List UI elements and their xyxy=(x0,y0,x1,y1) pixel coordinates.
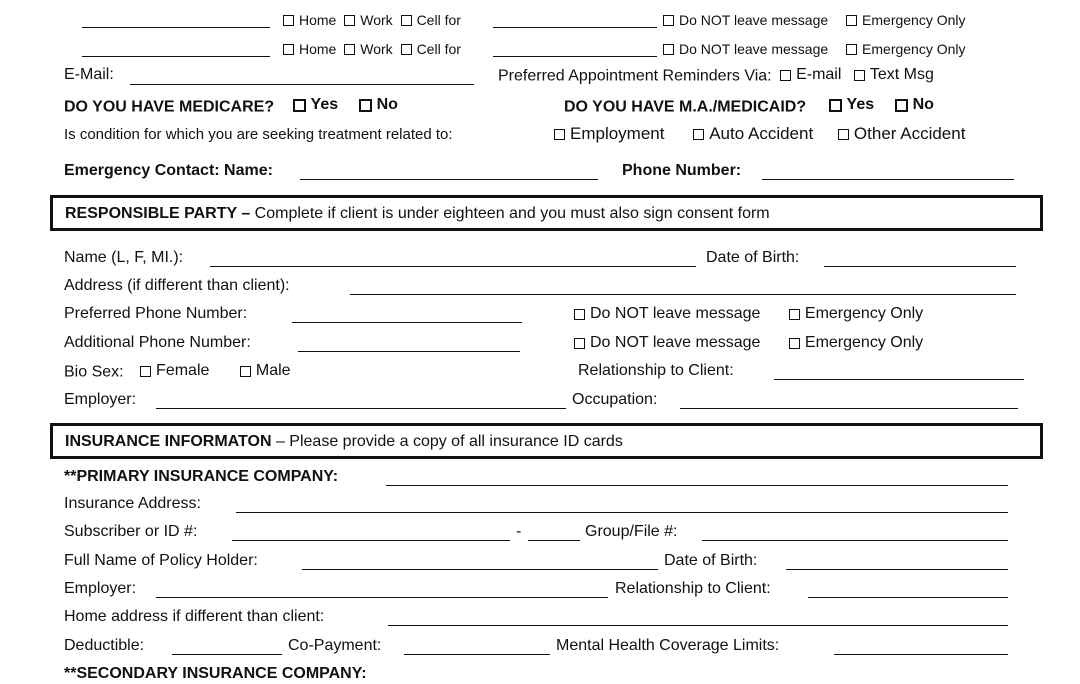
policy-holder-label: Full Name of Policy Holder: xyxy=(64,552,258,569)
subscriber-id-suffix-field[interactable] xyxy=(528,540,580,541)
employment-checkbox[interactable]: Employment xyxy=(554,124,664,144)
rp-emergency-checkbox-2[interactable]: Emergency Only xyxy=(765,333,923,353)
secondary-insurance-label: **SECONDARY INSURANCE COMPANY: xyxy=(64,665,367,682)
reminder-email-checkbox[interactable]: E-mail xyxy=(776,65,841,85)
emergency-contact-name-label: Emergency Contact: Name: xyxy=(64,162,273,179)
rp-female-checkbox[interactable]: Female xyxy=(128,361,209,381)
medicare-no-checkbox[interactable]: No xyxy=(343,95,398,115)
cell-checkbox-2[interactable]: Cell for xyxy=(397,39,461,59)
policy-holder-dob-field[interactable] xyxy=(786,569,1008,570)
rp-name-label: Name (L, F, MI.): xyxy=(64,249,184,266)
rp-employer-label: Employer: xyxy=(64,391,137,408)
coverage-limits-label: Mental Health Coverage Limits: xyxy=(556,637,780,654)
coverage-limits-field[interactable] xyxy=(834,654,1008,655)
insurance-relationship-field[interactable] xyxy=(808,597,1008,598)
home-checkbox-2[interactable]: Home xyxy=(283,39,336,59)
emergency-contact-name-field[interactable] xyxy=(300,179,598,180)
insurance-header xyxy=(50,423,1043,459)
cell-for-field-2[interactable] xyxy=(493,56,657,57)
reminder-text-checkbox[interactable]: Text Msg xyxy=(846,65,934,85)
condition-label: Is condition for which you are seeking treatment related to: xyxy=(64,126,453,143)
cell-checkbox-1[interactable]: Cell for xyxy=(397,10,461,30)
insurance-address-field[interactable] xyxy=(236,512,1008,513)
deductible-field[interactable] xyxy=(172,654,282,655)
other-accident-checkbox[interactable]: Other Accident xyxy=(818,124,966,144)
rp-emergency-checkbox-1[interactable]: Emergency Only xyxy=(765,304,923,324)
copay-field[interactable] xyxy=(404,654,550,655)
insurance-employer-label: Employer: xyxy=(64,580,137,597)
reminders-label: Preferred Appointment Reminders Via: xyxy=(498,67,772,85)
work-checkbox-1[interactable]: Work xyxy=(340,10,392,30)
insurance-subtitle: – Please provide a copy of all insurance ID cards xyxy=(271,433,623,450)
medicare-yes-checkbox[interactable]: Yes xyxy=(279,95,339,115)
rp-preferred-phone-label: Preferred Phone Number: xyxy=(64,305,248,322)
cell-for-field-1[interactable] xyxy=(493,27,657,28)
auto-accident-checkbox[interactable]: Auto Accident xyxy=(669,124,813,144)
deductible-label: Deductible: xyxy=(64,637,145,654)
rp-additional-phone-label: Additional Phone Number: xyxy=(64,334,251,351)
rp-relationship-field[interactable] xyxy=(774,379,1024,380)
emergency-checkbox-2[interactable]: Emergency Only xyxy=(832,39,965,59)
home-checkbox-1[interactable]: Home xyxy=(283,10,336,30)
rp-male-checkbox[interactable]: Male xyxy=(214,361,291,381)
responsible-party-header xyxy=(50,195,1043,231)
rp-address-field[interactable] xyxy=(350,294,1016,295)
insurance-title: INSURANCE INFORMATON xyxy=(65,433,272,450)
email-field[interactable] xyxy=(130,84,474,85)
email-label: E-Mail: xyxy=(64,66,114,83)
rp-bio-sex-label: Bio Sex: xyxy=(64,363,124,381)
rp-occupation-label: Occupation: xyxy=(572,391,658,408)
policy-holder-dob-label: Date of Birth: xyxy=(664,552,758,569)
medicaid-question: DO YOU HAVE M.A./MEDICAID? xyxy=(564,98,807,116)
phone-field-1[interactable] xyxy=(82,27,270,28)
insurance-address-label: Insurance Address: xyxy=(64,495,201,512)
subscriber-id-label: Subscriber or ID #: xyxy=(64,523,198,540)
work-checkbox-2[interactable]: Work xyxy=(340,39,392,59)
insurance-employer-field[interactable] xyxy=(156,597,608,598)
rp-name-field[interactable] xyxy=(210,266,696,267)
medicaid-yes-checkbox[interactable]: Yes xyxy=(811,95,875,115)
rp-dnl-checkbox-1[interactable]: Do NOT leave message xyxy=(574,304,760,324)
responsible-party-subtitle: Complete if client is under eighteen and you must also sign consent form xyxy=(250,205,770,222)
insurance-relationship-label: Relationship to Client: xyxy=(615,580,771,597)
primary-insurance-field[interactable] xyxy=(386,485,1008,486)
emergency-checkbox-1[interactable]: Emergency Only xyxy=(832,10,965,30)
phone-field-2[interactable] xyxy=(82,56,270,57)
emergency-contact-phone-label: Phone Number: xyxy=(622,162,742,179)
home-address-field[interactable] xyxy=(388,625,1008,626)
copay-label: Co-Payment: xyxy=(288,637,382,654)
rp-relationship-label: Relationship to Client: xyxy=(578,362,734,379)
rp-dob-field[interactable] xyxy=(824,266,1016,267)
group-file-field[interactable] xyxy=(702,540,1008,541)
medicare-question: DO YOU HAVE MEDICARE? xyxy=(64,98,275,116)
emergency-contact-phone-field[interactable] xyxy=(762,179,1014,180)
rp-occupation-field[interactable] xyxy=(680,408,1018,409)
rp-address-label: Address (if different than client): xyxy=(64,277,290,294)
dnl-checkbox-1[interactable]: Do NOT leave message xyxy=(663,10,828,30)
primary-insurance-label: **PRIMARY INSURANCE COMPANY: xyxy=(64,468,339,485)
group-file-label: Group/File #: xyxy=(585,523,678,540)
rp-employer-field[interactable] xyxy=(156,408,566,409)
subscriber-dash: - xyxy=(516,523,522,540)
rp-additional-phone-field[interactable] xyxy=(298,351,520,352)
responsible-party-title: RESPONSIBLE PARTY – xyxy=(65,205,251,222)
dnl-checkbox-2[interactable]: Do NOT leave message xyxy=(663,39,828,59)
rp-preferred-phone-field[interactable] xyxy=(292,322,522,323)
home-address-label: Home address if different than client: xyxy=(64,608,325,625)
rp-dnl-checkbox-2[interactable]: Do NOT leave message xyxy=(574,333,760,353)
rp-dob-label: Date of Birth: xyxy=(706,249,800,266)
medicaid-no-checkbox[interactable]: No xyxy=(879,95,934,115)
subscriber-id-field[interactable] xyxy=(232,540,510,541)
policy-holder-field[interactable] xyxy=(302,569,658,570)
